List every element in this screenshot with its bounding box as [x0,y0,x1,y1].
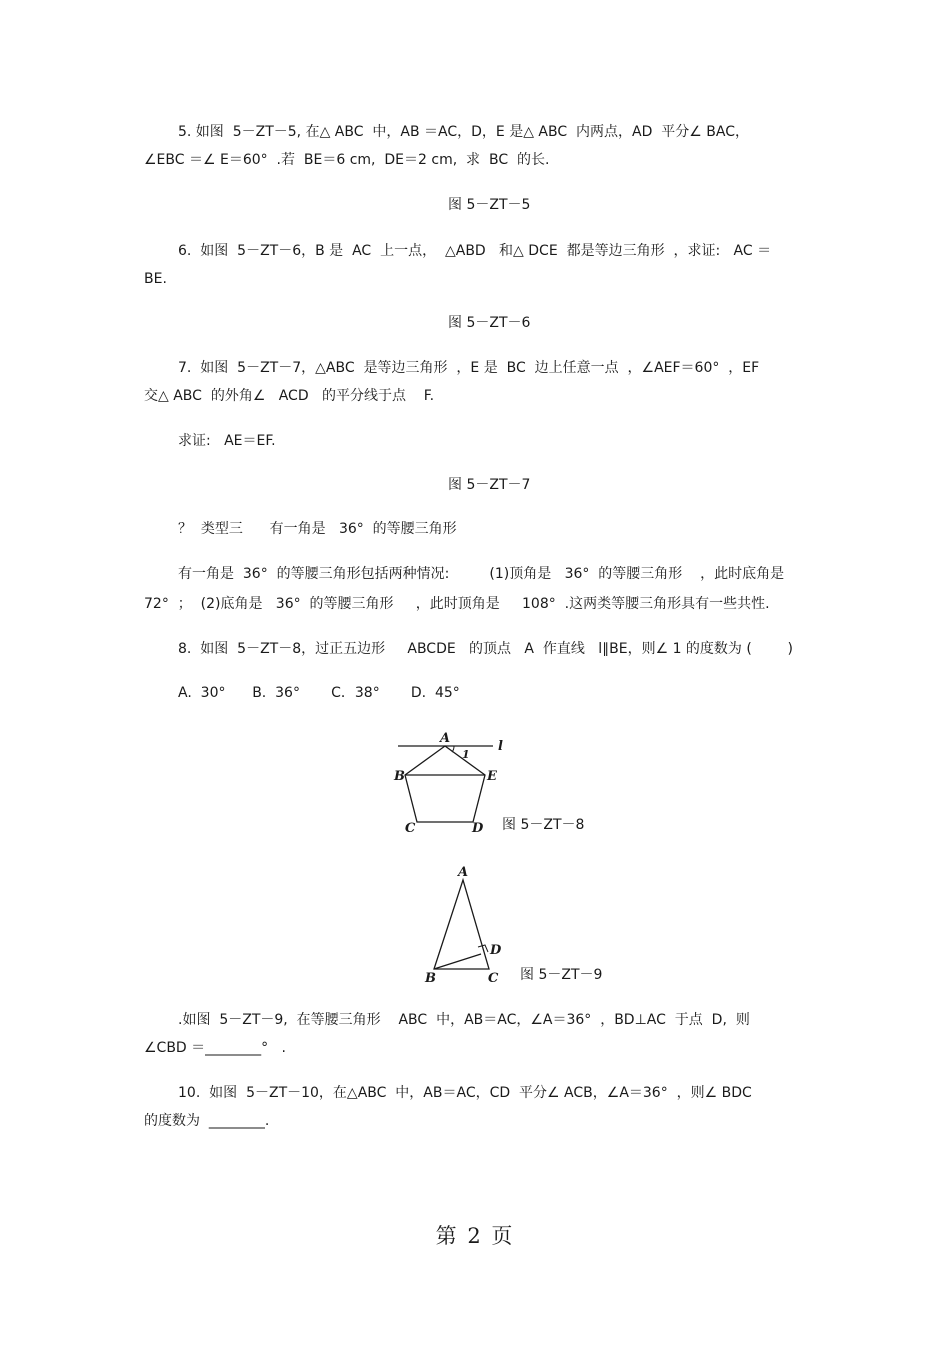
figure-triangle [420,862,510,988]
label-B: B [425,971,436,986]
problem-5-line-2: ∠EBC ＝∠ E＝60° .若 BE＝6 cm, DE＝2 cm, 求 BC 的长. [144,152,550,168]
label-C: C [405,821,416,836]
label-C: C [488,971,499,986]
problem-9-line-2: ∠CBD ＝________° . [144,1040,286,1056]
problem-7-line-1: 7. 如图 5－ZT－7，△ABC 是等边三角形 ，E 是 BC 边上任意一点 ，∠AEF＝60° ，EF [178,360,760,376]
figure-caption-9: 图 5－ZT－9 [520,967,603,983]
problem-7-line-3: 求证: AE＝EF. [178,433,276,449]
problem-8-options: A. 30° B. 36° C．38° D. 45° [178,685,460,701]
label-angle-1: 1 [462,748,470,761]
figure-caption-7: 图 5－ZT－7 [448,477,531,493]
figure-caption-8: 图 5－ZT－8 [502,817,585,833]
problem-10-line-1: 10. 如图 5－ZT－10，在△ABC 中，AB＝AC，CD 平分∠ ACB，∠A＝36° ，则∠ BDC [178,1085,752,1101]
label-E: E [487,769,497,784]
problem-7-line-2: 交△ ABC 的外角∠ ACD 的平分线于点 F. [144,388,435,404]
label-A: A [440,731,451,746]
problem-6-line-2: BE. [144,271,167,287]
pentagon-shape [405,746,485,822]
figure-caption-6: 图 5－ZT－6 [448,315,531,331]
section-desc-line-2: 72° ； (2)底角是 36° 的等腰三角形 ，此时顶角是 108° .这两类等腰三角形具有一些共性. [144,596,770,612]
label-D: D [490,943,502,958]
section-desc-line-1: 有一角是 36° 的等腰三角形包括两种情况: (1)顶角是 36° 的等腰三角形 ，此时底角是 [178,566,785,582]
figure-caption-5: 图 5－ZT－5 [448,197,531,213]
label-D: D [472,821,484,836]
segment-BD [434,954,481,969]
section-title: ？ 类型三 有一角是 36° 的等腰三角形 [178,521,457,537]
problem-5-line-1: 5. 如图 5－ZT－5, 在△ ABC 中，AB ＝AC，D，E 是△ ABC 内两点，AD 平分∠ BAC， [178,124,750,140]
problem-10-line-2: 的度数为 ________. [144,1113,270,1129]
problem-9-line-1: .如图 5－ZT－9, 在等腰三角形 ABC 中，AB＝AC，∠A＝36° ，BD⊥AC 于点 D, 则 [178,1012,750,1028]
label-B: B [394,769,405,784]
page-number: 第 2 页 [435,1224,515,1248]
triangle-ABC [434,880,489,969]
label-l: l [498,739,503,754]
problem-8-line-1: 8. 如图 5－ZT－8，过正五边形 ABCDE 的顶点 A 作直线 l∥BE，则∠ 1 的度数为 ( ) [178,641,793,657]
label-A: A [458,865,469,880]
problem-6-line-1: 6. 如图 5－ZT－6，B 是 AC 上一点， △ABD 和△ DCE 都是等边三角形 ，求证: AC ＝ [178,243,772,259]
angle-1-arc [452,746,454,752]
figure-pentagon [390,728,520,838]
